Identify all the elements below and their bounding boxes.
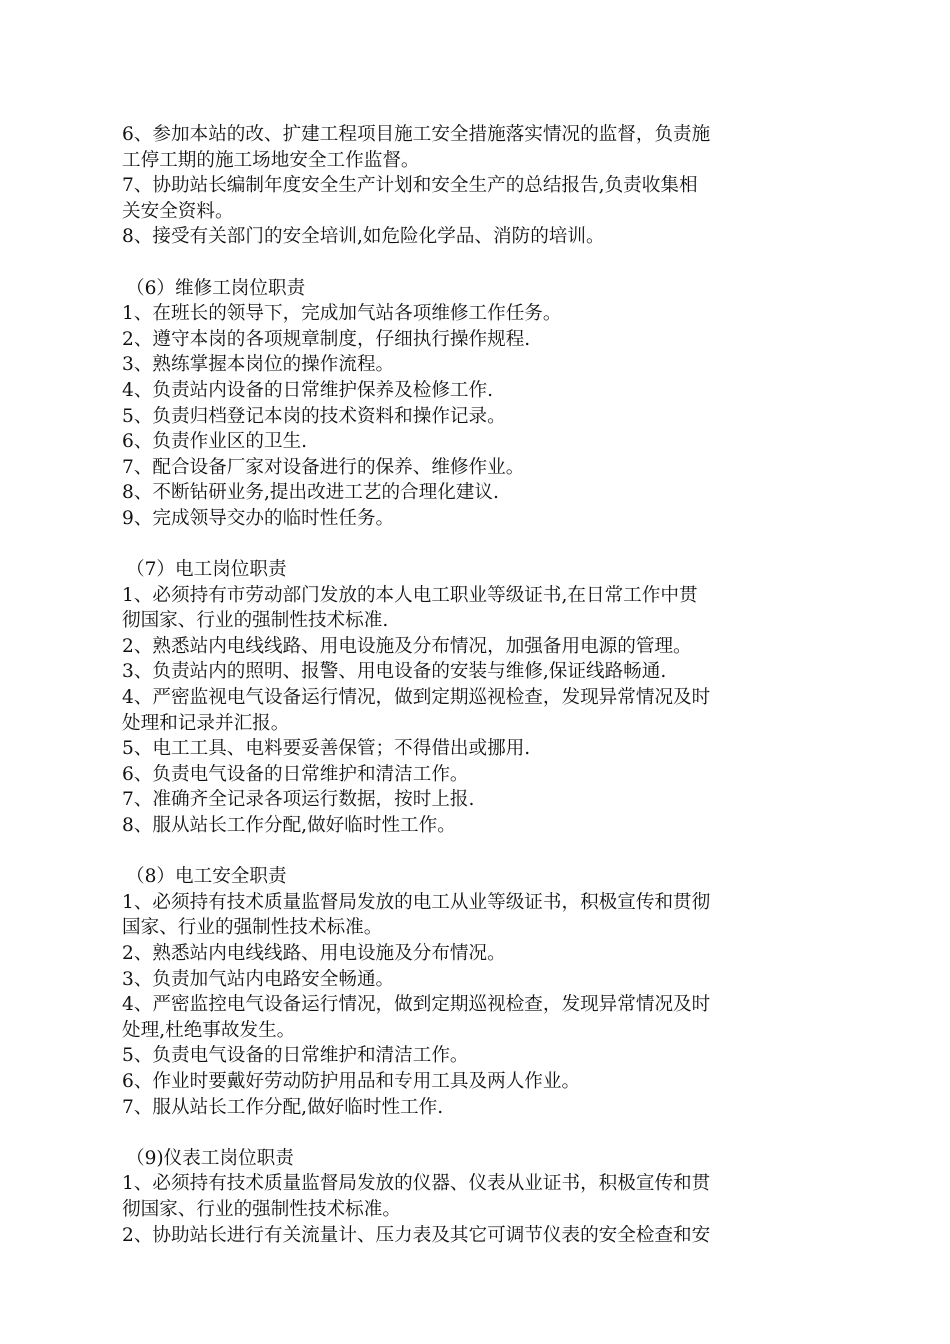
text-line: 9、完成领导交办的临时性任务。 bbox=[122, 507, 395, 529]
text-line: 1、必须持有市劳动部门发放的本人电工职业等级证书,在日常工作中贯 bbox=[122, 584, 698, 606]
text-line: 彻国家、行业的强制性技术标准. bbox=[122, 610, 389, 632]
text-line: 1、在班长的领导下，完成加气站各项维修工作任务。 bbox=[122, 303, 562, 325]
paragraph-spacer bbox=[122, 1120, 834, 1146]
text-line: 6、参加本站的改、扩建工程项目施工安全措施落实情况的监督，负责施 bbox=[122, 124, 711, 145]
text-line: 6、负责电气设备的日常维护和清洁工作。 bbox=[122, 763, 469, 785]
document-page bbox=[122, 122, 834, 1248]
section-heading: （9)仪表工岗位职责 bbox=[126, 1147, 294, 1169]
text-line: 工停工期的施工场地安全工作监督。 bbox=[122, 149, 420, 171]
paragraph-spacer bbox=[122, 532, 834, 558]
text-line: 8、接受有关部门的安全培训,如危险化学品、消防的培训。 bbox=[122, 226, 605, 248]
text-line: 关安全资料。 bbox=[122, 200, 234, 222]
text-line: 3、熟练掌握本岗位的操作流程。 bbox=[122, 354, 395, 376]
paragraph-spacer bbox=[122, 250, 834, 276]
section-heading: （7）电工岗位职责 bbox=[126, 559, 287, 581]
section-instrument-technician bbox=[122, 1146, 834, 1248]
text-line: 6、负责作业区的卫生. bbox=[122, 431, 308, 453]
text-line: 4、严密监控电气设备运行情况，做到定期巡视检查，发现异常情况及时 bbox=[122, 994, 711, 1016]
text-line: 2、协助站长进行有关流量计、压力表及其它可调节仪表的安全检查和安 bbox=[122, 1224, 711, 1246]
text-line: 4、负责站内设备的日常维护保养及检修工作. bbox=[122, 379, 494, 401]
text-line: 处理和记录并汇报。 bbox=[122, 712, 290, 734]
text-line: 国家、行业的强制性技术标准。 bbox=[122, 917, 383, 939]
text-line: 5、负责电气设备的日常维护和清洁工作。 bbox=[122, 1045, 469, 1067]
text-line: 2、遵守本岗的各项规章制度，仔细执行操作规程. bbox=[122, 328, 531, 350]
section-heading: （8）电工安全职责 bbox=[126, 866, 287, 888]
section-maintenance-worker bbox=[122, 276, 834, 532]
text-line: 1、必须持有技术质量监督局发放的电工从业等级证书，积极宣传和贯彻 bbox=[122, 891, 711, 913]
section-electrician-safety bbox=[122, 864, 834, 1120]
text-line: 处理,杜绝事故发生。 bbox=[122, 1019, 296, 1041]
text-line: 8、服从站长工作分配,做好临时性工作。 bbox=[122, 815, 456, 837]
text-line: 2、熟悉站内电线线路、用电设施及分布情况，加强备用电源的管理。 bbox=[122, 635, 692, 657]
text-line: 7、协助站长编制年度安全生产计划和安全生产的总结报告,负责收集相 bbox=[122, 175, 698, 197]
text-line: 5、电工工具、电料要妥善保管；不得借出或挪用. bbox=[122, 738, 531, 760]
text-line: 2、熟悉站内电线线路、用电设施及分布情况。 bbox=[122, 943, 506, 964]
text-line: 7、准确齐全记录各项运行数据，按时上报. bbox=[122, 789, 475, 811]
text-line: 1、必须持有技术质量监督局发放的仪器、仪表从业证书，积极宣传和贯 bbox=[122, 1173, 711, 1195]
text-line: 4、严密监视电气设备运行情况，做到定期巡视检查，发现异常情况及时 bbox=[122, 687, 711, 709]
section-electrician-post bbox=[122, 557, 834, 839]
text-line: 8、不断钻研业务,提出改进工艺的合理化建议. bbox=[122, 482, 499, 504]
intro-block bbox=[122, 122, 834, 250]
section-heading: （6）维修工岗位职责 bbox=[126, 277, 306, 299]
text-line: 彻国家、行业的强制性技术标准。 bbox=[122, 1198, 401, 1220]
text-line: 5、负责归档登记本岗的技术资料和操作记录。 bbox=[122, 405, 506, 427]
paragraph-spacer bbox=[122, 839, 834, 865]
text-line: 7、服从站长工作分配,做好临时性工作. bbox=[122, 1096, 444, 1118]
text-line: 7、配合设备厂家对设备进行的保养、维修作业。 bbox=[122, 456, 525, 478]
text-line: 3、负责站内的照明、报警、用电设备的安装与维修,保证线路畅通. bbox=[122, 661, 667, 683]
text-line: 3、负责加气站内电路安全畅通。 bbox=[122, 968, 395, 990]
text-line: 6、作业时要戴好劳动防护用品和专用工具及两人作业。 bbox=[122, 1070, 581, 1092]
